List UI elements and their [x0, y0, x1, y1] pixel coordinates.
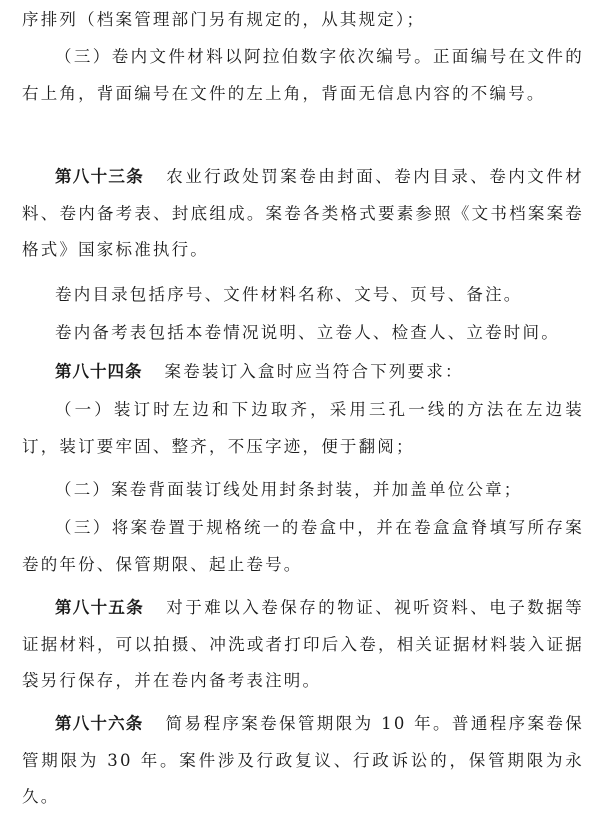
paragraph-text: （三）将案卷置于规格统一的卷盒中，并在卷盒盒脊填写所存案卷的年份、保管期限、起止卷号。 [22, 518, 584, 574]
paragraph-binding-rule-2 [22, 472, 584, 509]
paragraph-text: 案卷装订入盒时应当符合下列要求： [164, 362, 464, 381]
article-86 [22, 706, 584, 816]
article-number: 第八十三条 [55, 167, 144, 186]
paragraph-text: 卷内备考表包括本卷情况说明、立卷人、检查人、立卷时间。 [55, 323, 560, 342]
paragraph-numbering-rule [22, 39, 584, 112]
paragraph-text: （一）装订时左边和下边取齐，采用三孔一线的方法在左边装订，装订要牢固、整齐，不压字迹，便于翻阅； [22, 400, 584, 456]
paragraph-text: （三）卷内文件材料以阿拉伯数字依次编号。正面编号在文件的右上角，背面编号在文件的左上角，背面无信息内容的不编号。 [22, 47, 584, 103]
paragraph-text: 简易程序案卷保管期限为 10 年。普通程序案卷保管期限为 30 年。案件涉及行政复议、行政诉讼的，保管期限为永久。 [22, 714, 584, 806]
paragraph-text: 对于难以入卷保存的物证、视听资料、电子数据等证据材料，可以拍摄、冲洗或者打印后入卷，相关证据材料装入证据袋另行保存，并在卷内备考表注明。 [22, 598, 584, 690]
article-number: 第八十五条 [55, 598, 144, 617]
paragraph-text: （二）案卷背面装订线处用封条封装，并加盖单位公章； [55, 480, 523, 499]
paragraph-continuation [22, 2, 584, 39]
article-number: 第八十四条 [55, 362, 143, 381]
article-number: 第八十六条 [55, 714, 144, 733]
paragraph-text: 卷内目录包括序号、文件材料名称、文号、页号、备注。 [55, 285, 523, 304]
article-83 [22, 159, 584, 269]
paragraph-text: 序排列（档案管理部门另有规定的，从其规定）； [22, 10, 426, 29]
paragraph-binding-rule-3 [22, 510, 584, 583]
paragraph-binding-rule-1 [22, 392, 584, 465]
article-84 [22, 354, 584, 391]
article-85 [22, 590, 584, 700]
paragraph-text: 农业行政处罚案卷由封面、卷内目录、卷内文件材料、卷内备考表、封底组成。案卷各类格式要素参照《文书档案案卷格式》国家标准执行。 [22, 167, 584, 259]
paragraph-reference-table [22, 315, 584, 352]
paragraph-catalog-contents [22, 277, 584, 314]
